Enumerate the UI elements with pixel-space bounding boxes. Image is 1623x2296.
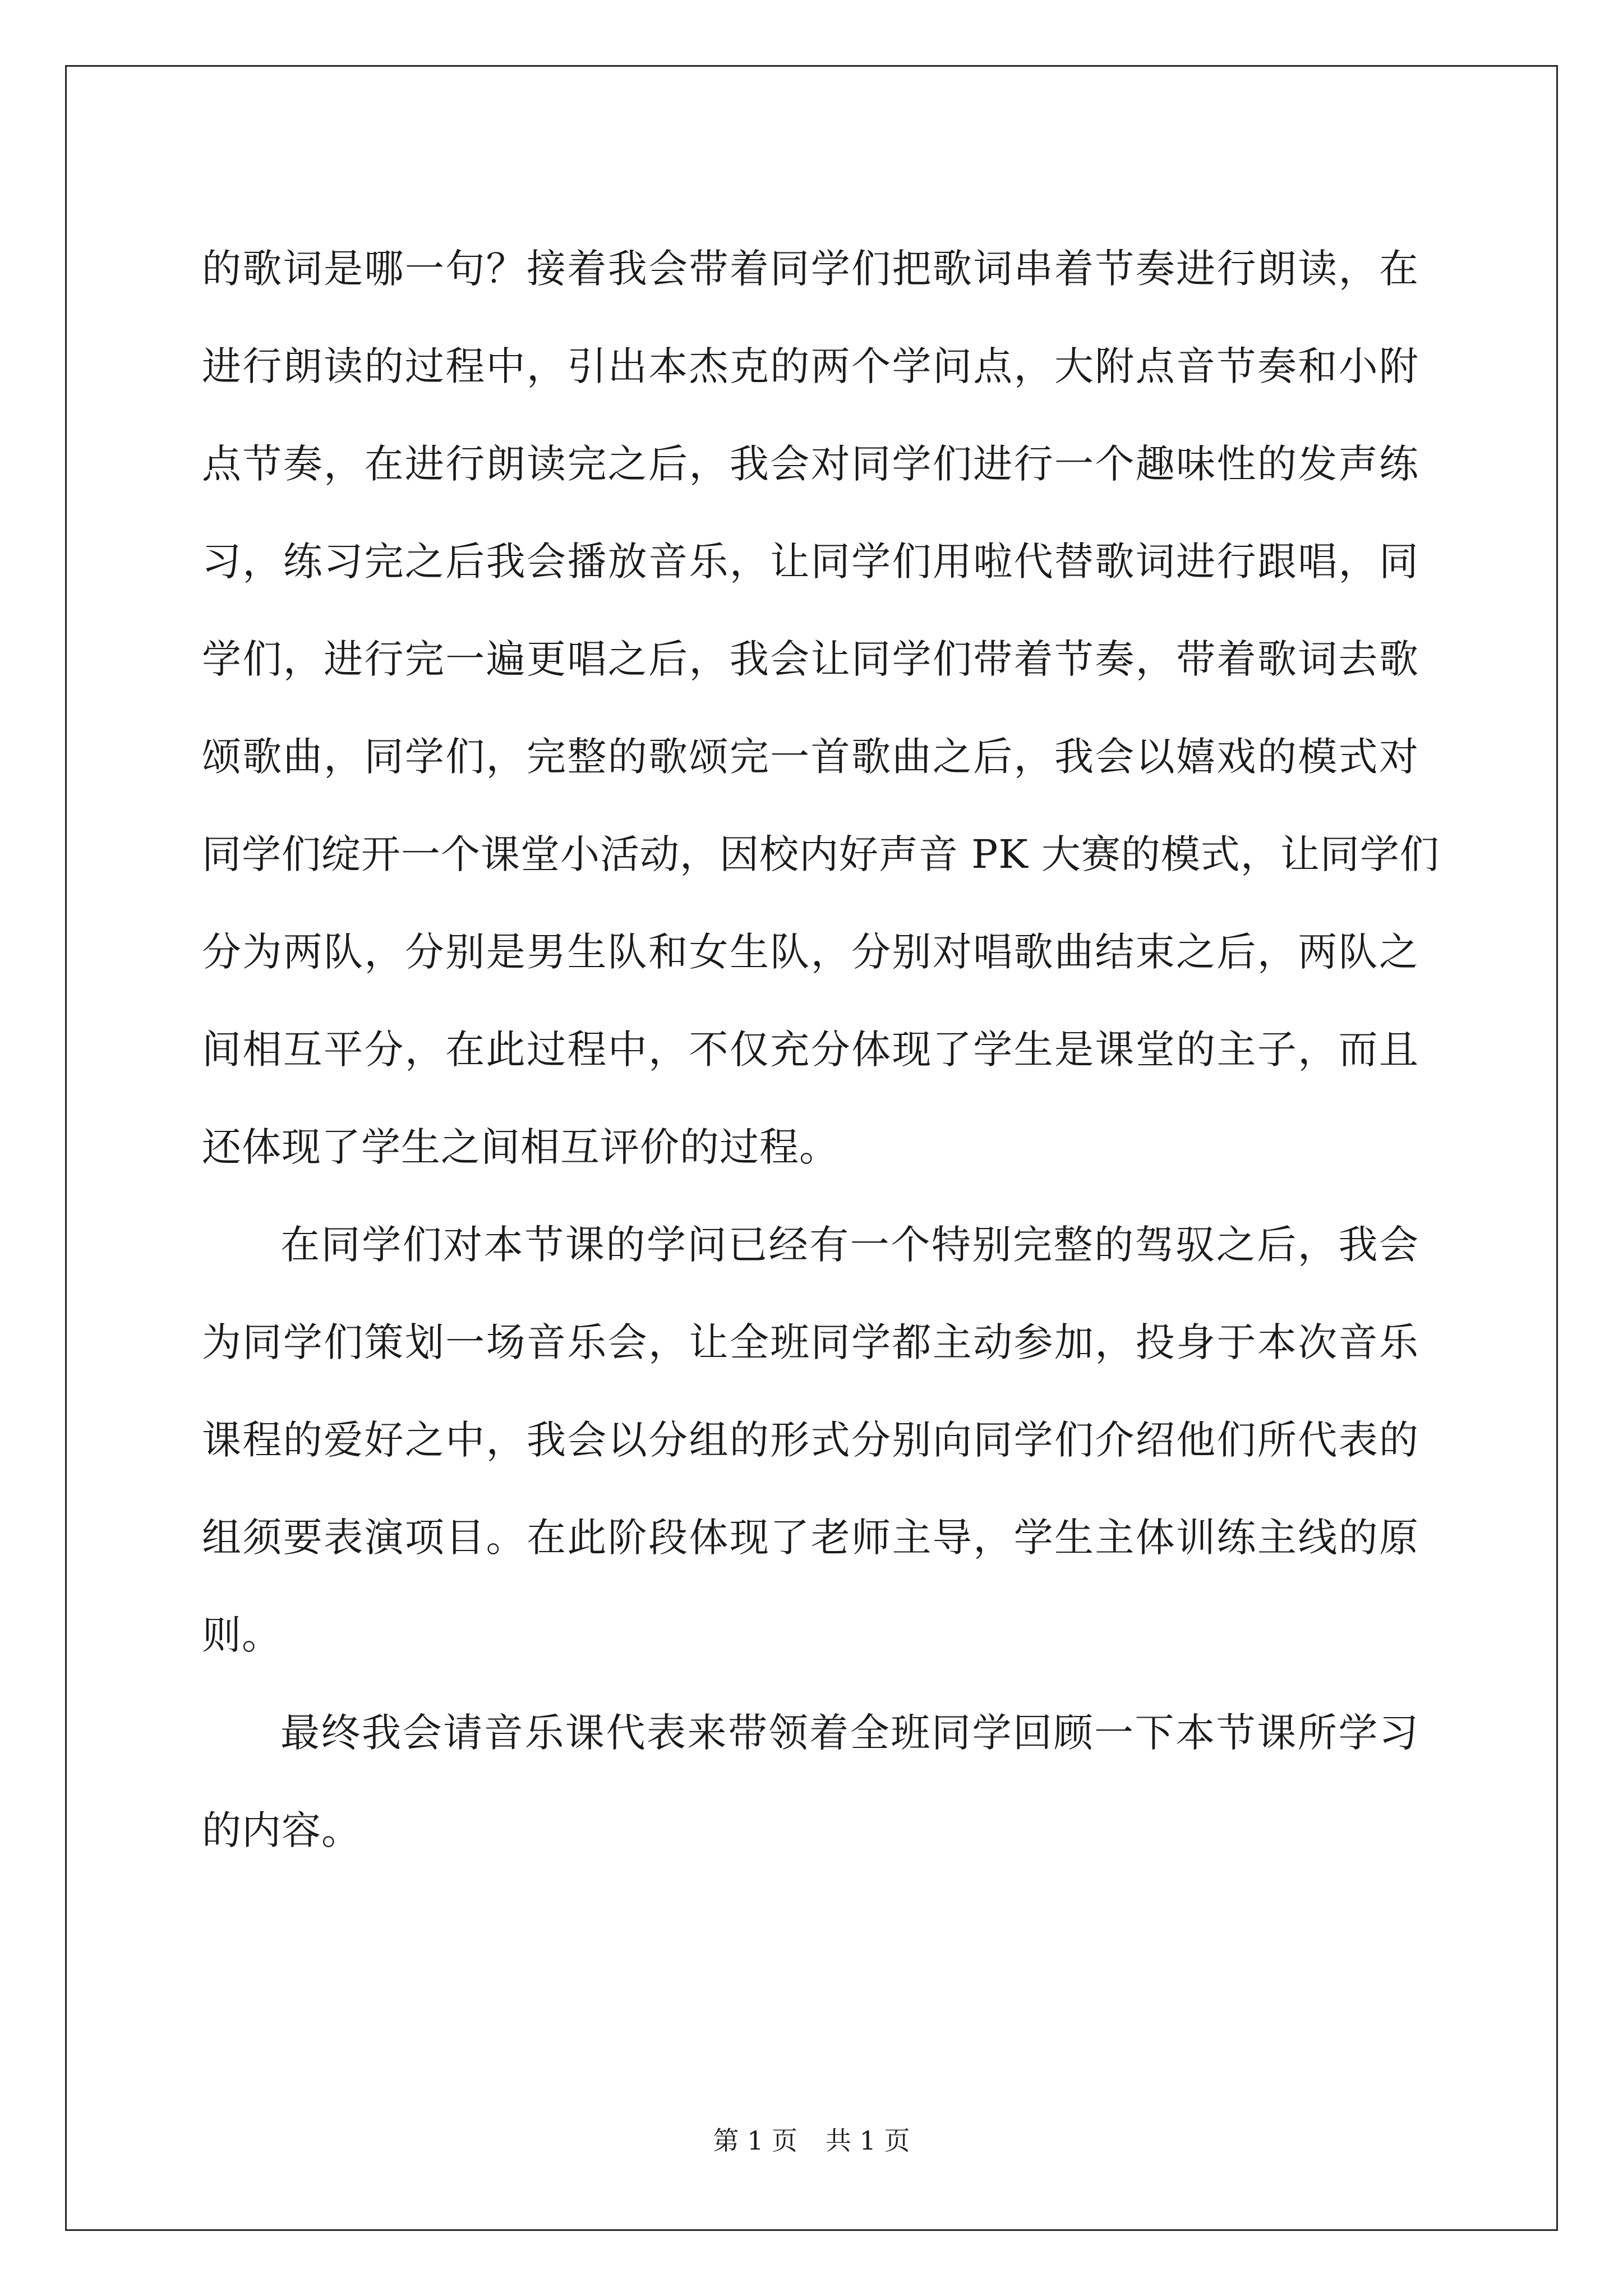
text-line: 学们，进行完一遍更唱之后，我会让同学们带着节奏，带着歌词去歌: [202, 636, 1419, 682]
text-line: 同学们绽开一个课堂小活动，因校内好声音 PK 大赛的模式，让同学们: [202, 831, 1440, 877]
text-line: 颂歌曲，同学们，完整的歌颂完一首歌曲之后，我会以嬉戏的模式对: [202, 734, 1419, 780]
page-total: 共 1 页: [826, 2125, 910, 2156]
text-line: 的内容。: [202, 1807, 361, 1853]
text-line: 的歌词是哪一句？接着我会带着同学们把歌词串着节奏进行朗读，在: [202, 246, 1419, 292]
text-line: 习，练习完之后我会播放音乐，让同学们用啦代替歌词进行跟唱，同: [202, 539, 1419, 585]
text-line: 则。: [202, 1612, 282, 1658]
text-line: 课程的爱好之中，我会以分组的形式分别向同学们介绍他们所代表的: [202, 1417, 1419, 1463]
page-footer: [0, 2124, 1623, 2157]
text-line: 进行朗读的过程中，引出本杰克的两个学问点，大附点音节奏和小附: [202, 343, 1419, 389]
text-line: 组须要表演项目。在此阶段体现了老师主导，学生主体训练主线的原: [202, 1515, 1419, 1561]
text-line: 最终我会请音乐课代表来带领着全班同学回顾一下本节课所学习: [280, 1710, 1419, 1756]
text-line: 还体现了学生之间相互评价的过程。: [202, 1124, 839, 1170]
text-line: 为同学们策划一场音乐会，让全班同学都主动参加，投身于本次音乐: [202, 1319, 1419, 1365]
document-body: [202, 220, 1440, 1879]
text-line: 分为两队，分别是男生队和女生队，分别对唱歌曲结束之后，两队之: [202, 929, 1419, 975]
page-number: 第 1 页: [713, 2125, 797, 2156]
text-line: 间相互平分，在此过程中，不仅充分体现了学生是课堂的主子，而且: [202, 1027, 1419, 1073]
text-line: 在同学们对本节课的学问已经有一个特别完整的驾驭之后，我会: [280, 1222, 1419, 1268]
text-line: 点节奏，在进行朗读完之后，我会对同学们进行一个趣味性的发声练: [202, 441, 1419, 487]
